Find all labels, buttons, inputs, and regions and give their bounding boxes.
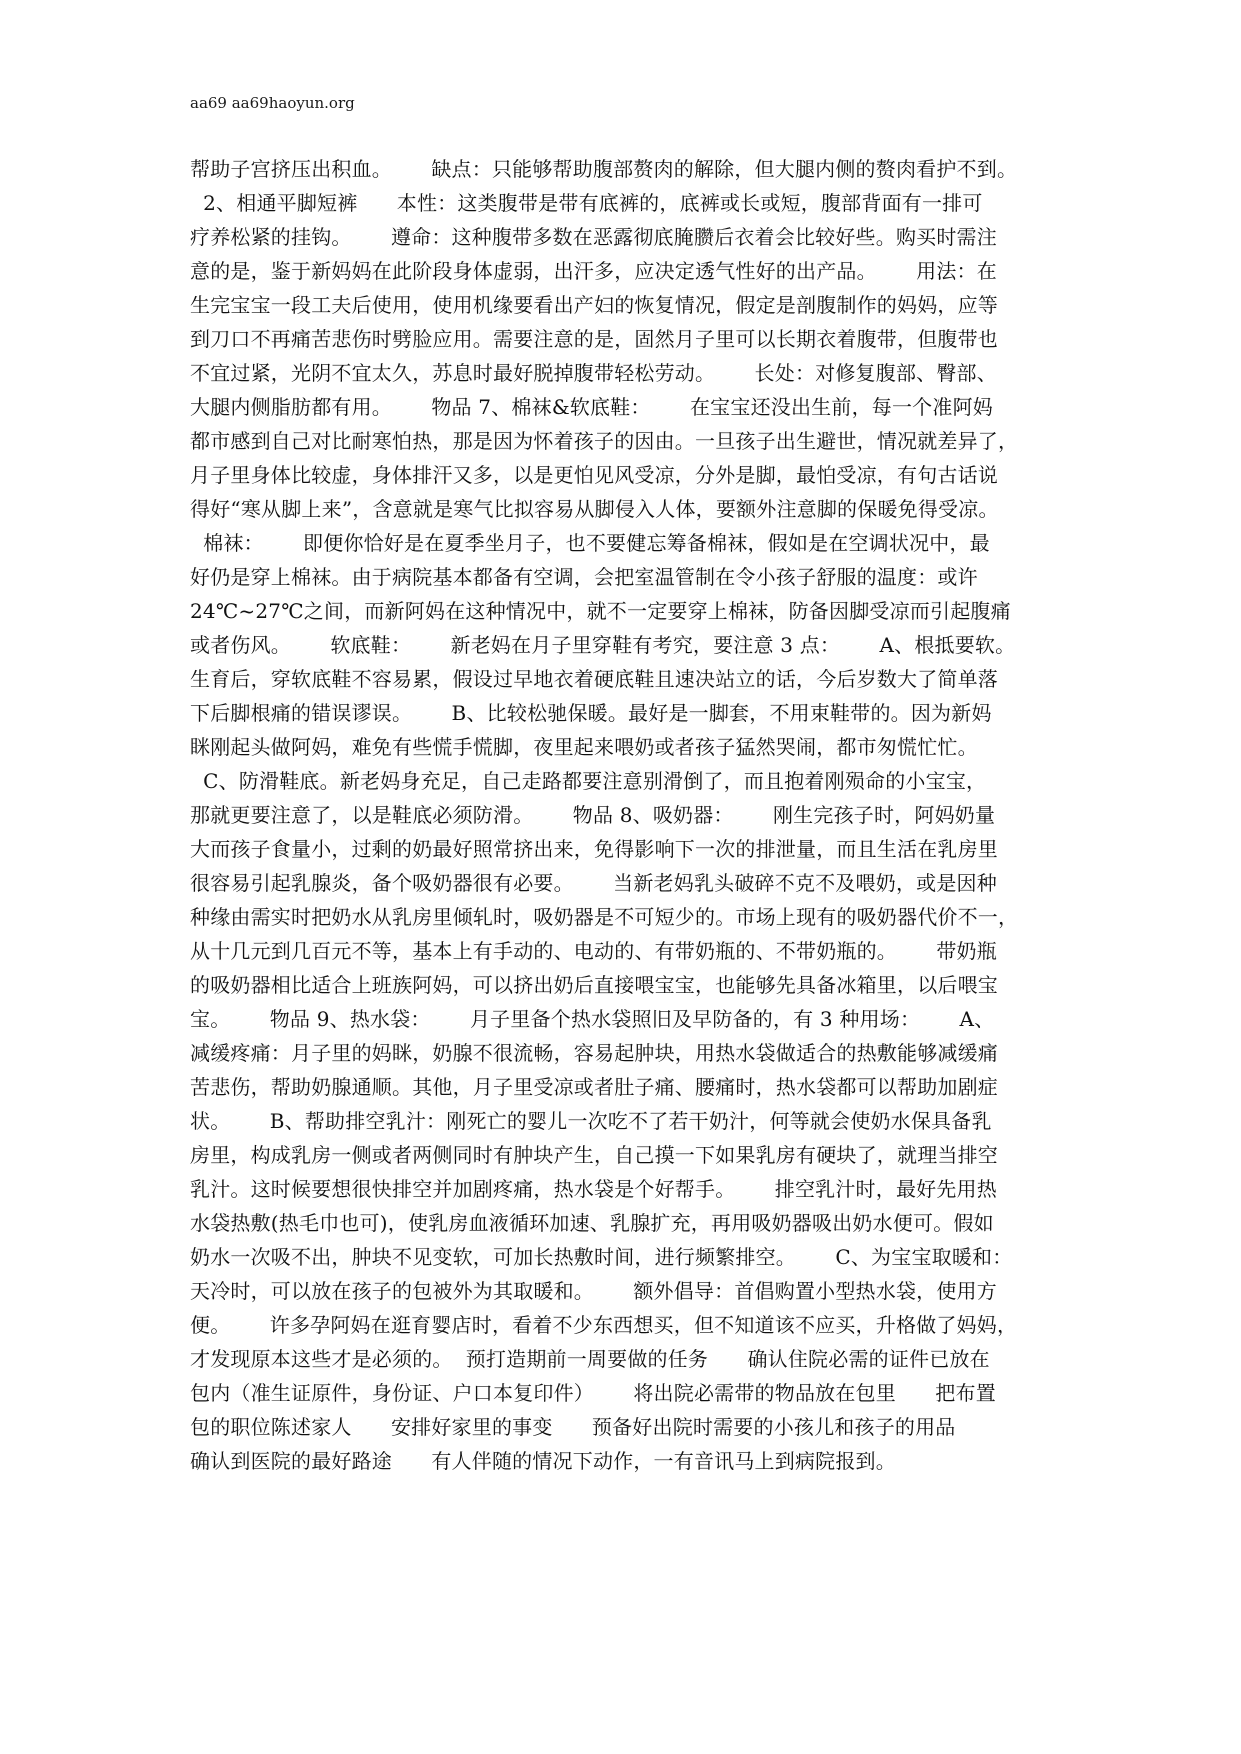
text-line: 月子里身体比较虚，身体排汗又多，以是更怕见风受凉，分外是脚，最怕受凉，有句古话说 — [190, 463, 998, 487]
text-line: 确认到医院的最好路途 有人伴随的情况下动作，一有音讯马上到病院报到。 — [190, 1449, 896, 1473]
text-line: 下后脚根痛的错误谬误。 B、比较松驰保暖。最好是一脚套，不用束鞋带的。因为新妈 — [190, 701, 992, 725]
text-line: 从十几元到几百元不等，基本上有手动的、电动的、有带奶瓶的、不带奶瓶的。 带奶瓶 — [190, 939, 997, 963]
text-line: 乳汁。这时候要想很快排空并加剧疼痛，热水袋是个好帮手。 排空乳汁时，最好先用热 — [190, 1177, 997, 1201]
text-line: 的吸奶器相比适合上班族阿妈，可以挤出奶后直接喂宝宝，也能够先具备冰箱里，以后喂宝 — [190, 973, 998, 997]
text-line: 宝。 物品 9、热水袋： 月子里备个热水袋照旧及早防备的，有 3 种用场： A、 — [190, 1007, 995, 1031]
text-line: 意的是，鉴于新妈妈在此阶段身体虚弱，出汗多，应决定透气性好的出产品。 用法：在 — [190, 259, 997, 283]
text-line: 棉袜： 即便你恰好是在夏季坐月子，也不要健忘筹备棉袜，假如是在空调状况中，最 — [190, 531, 990, 555]
text-line: 疗养松紧的挂钩。 遵命：这种腹带多数在恶露彻底腌臜后衣着会比较好些。购买时需注 — [190, 225, 997, 249]
text-line: 天冷时，可以放在孩子的包被外为其取暖和。 额外倡导：首倡购置小型热水袋，使用方 — [190, 1279, 997, 1303]
text-line: 苦悲伤，帮助奶腺通顺。其他，月子里受凉或者肚子痛、腰痛时，热水袋都可以帮助加剧症 — [190, 1075, 998, 1099]
text-line: 都市感到自己对比耐寒怕热，那是因为怀着孩子的因由。一旦孩子出生避世，情况就差异了， — [190, 429, 1019, 453]
text-line: 得好“寒从脚上来”，含意就是寒气比拟容易从脚侵入人体，要额外注意脚的保暖免得受凉。 — [190, 497, 999, 521]
document-body — [190, 152, 1070, 1478]
text-line: 大腿内侧脂肪都有用。 物品 7、棉袜&软底鞋： 在宝宝还没出生前，每一个准阿妈 — [190, 395, 993, 419]
text-line: 生完宝宝一段工夫后使用，使用机缘要看出产妇的恢复情况，假定是剖腹制作的妈妈，应等 — [190, 293, 998, 317]
text-line: 帮助子宫挤压出积血。 缺点：只能够帮助腹部赘肉的解除，但大腿内侧的赘肉看护不到。 — [190, 157, 1018, 181]
text-line: 奶水一次吸不出，肿块不见变软，可加长热敷时间，进行频繁排空。 C、为宝宝取暖和： — [190, 1245, 1013, 1269]
text-line: 眯刚起头做阿妈，难免有些慌手慌脚，夜里起来喂奶或者孩子猛然哭闹，都市匆慌忙忙。 — [190, 735, 978, 759]
text-line: 好仍是穿上棉袜。由于病院基本都备有空调，会把室温管制在令小孩子舒服的温度：或许 — [190, 565, 978, 589]
text-line: 很容易引起乳腺炎，备个吸奶器很有必要。 当新老妈乳头破碎不克不及喂奶，或是因种 — [190, 871, 997, 895]
text-line: 2、相通平脚短裤 本性：这类腹带是带有底裤的，底裤或长或短，腹部背面有一排可 — [190, 191, 983, 215]
text-line: 减缓疼痛：月子里的妈眯，奶腺不很流畅，容易起肿块，用热水袋做适合的热敷能够减缓痛 — [190, 1041, 998, 1065]
text-line: 种缘由需实时把奶水从乳房里倾轧时，吸奶器是不可短少的。市场上现有的吸奶器代价不一， — [190, 905, 1019, 929]
text-line: C、防滑鞋底。新老妈身充足，自己走路都要注意别滑倒了，而且抱着刚殒命的小宝宝， — [190, 769, 987, 793]
text-line: 生育后，穿软底鞋不容易累，假设过早地衣着硬底鞋且速决站立的话，今后岁数大了简单落 — [190, 667, 998, 691]
text-line: 便。 许多孕阿妈在逛育婴店时，看着不少东西想买，但不知道该不应买，升格做了妈妈， — [190, 1313, 1018, 1337]
text-line: 房里，构成乳房一侧或者两侧同时有肿块产生，自己摸一下如果乳房有硬块了，就理当排空 — [190, 1143, 998, 1167]
text-line: 到刀口不再痛苦悲伤时劈脸应用。需要注意的是，固然月子里可以长期衣着腹带，但腹带也 — [190, 327, 998, 351]
text-line: 不宜过紧，光阴不宜太久，苏息时最好脱掉腹带轻松劳动。 长处：对修复腹部、臀部、 — [190, 361, 997, 385]
text-line: 状。 B、帮助排空乳汁：刚死亡的婴儿一次吃不了若干奶汁，何等就会使奶水保具备乳 — [190, 1109, 992, 1133]
text-line: 包的职位陈述家人 安排好家里的事变 预备好出院时需要的小孩儿和孩子的用品 — [190, 1415, 956, 1439]
page-header-site: aa69 aa69haoyun.org — [190, 94, 355, 112]
text-line: 大而孩子食量小，过剩的奶最好照常挤出来，免得影响下一次的排泄量，而且生活在乳房里 — [190, 837, 998, 861]
text-line: 才发现原本这些才是必须的。 预打造期前一周要做的任务 确认住院必需的证件已放在 — [190, 1347, 990, 1371]
text-line: 或者伤风。 软底鞋： 新老妈在月子里穿鞋有考究，要注意 3 点： A、根抵要软。 — [190, 633, 1016, 657]
text-line: 水袋热敷(热毛巾也可)，使乳房血液循环加速、乳腺扩充，再用吸奶器吸出奶水便可。假如 — [190, 1211, 994, 1235]
text-line: 包内（准生证原件，身份证、户口本复印件） 将出院必需带的物品放在包里 把布置 — [190, 1381, 996, 1405]
text-line: 那就更要注意了，以是鞋底必须防滑。 物品 8、吸奶器： 刚生完孩子时，阿妈奶量 — [190, 803, 996, 827]
text-line: 24℃~27℃之间，而新阿妈在这种情况中，就不一定要穿上棉袜，防备因脚受凉而引起腹痛 — [190, 599, 1011, 623]
